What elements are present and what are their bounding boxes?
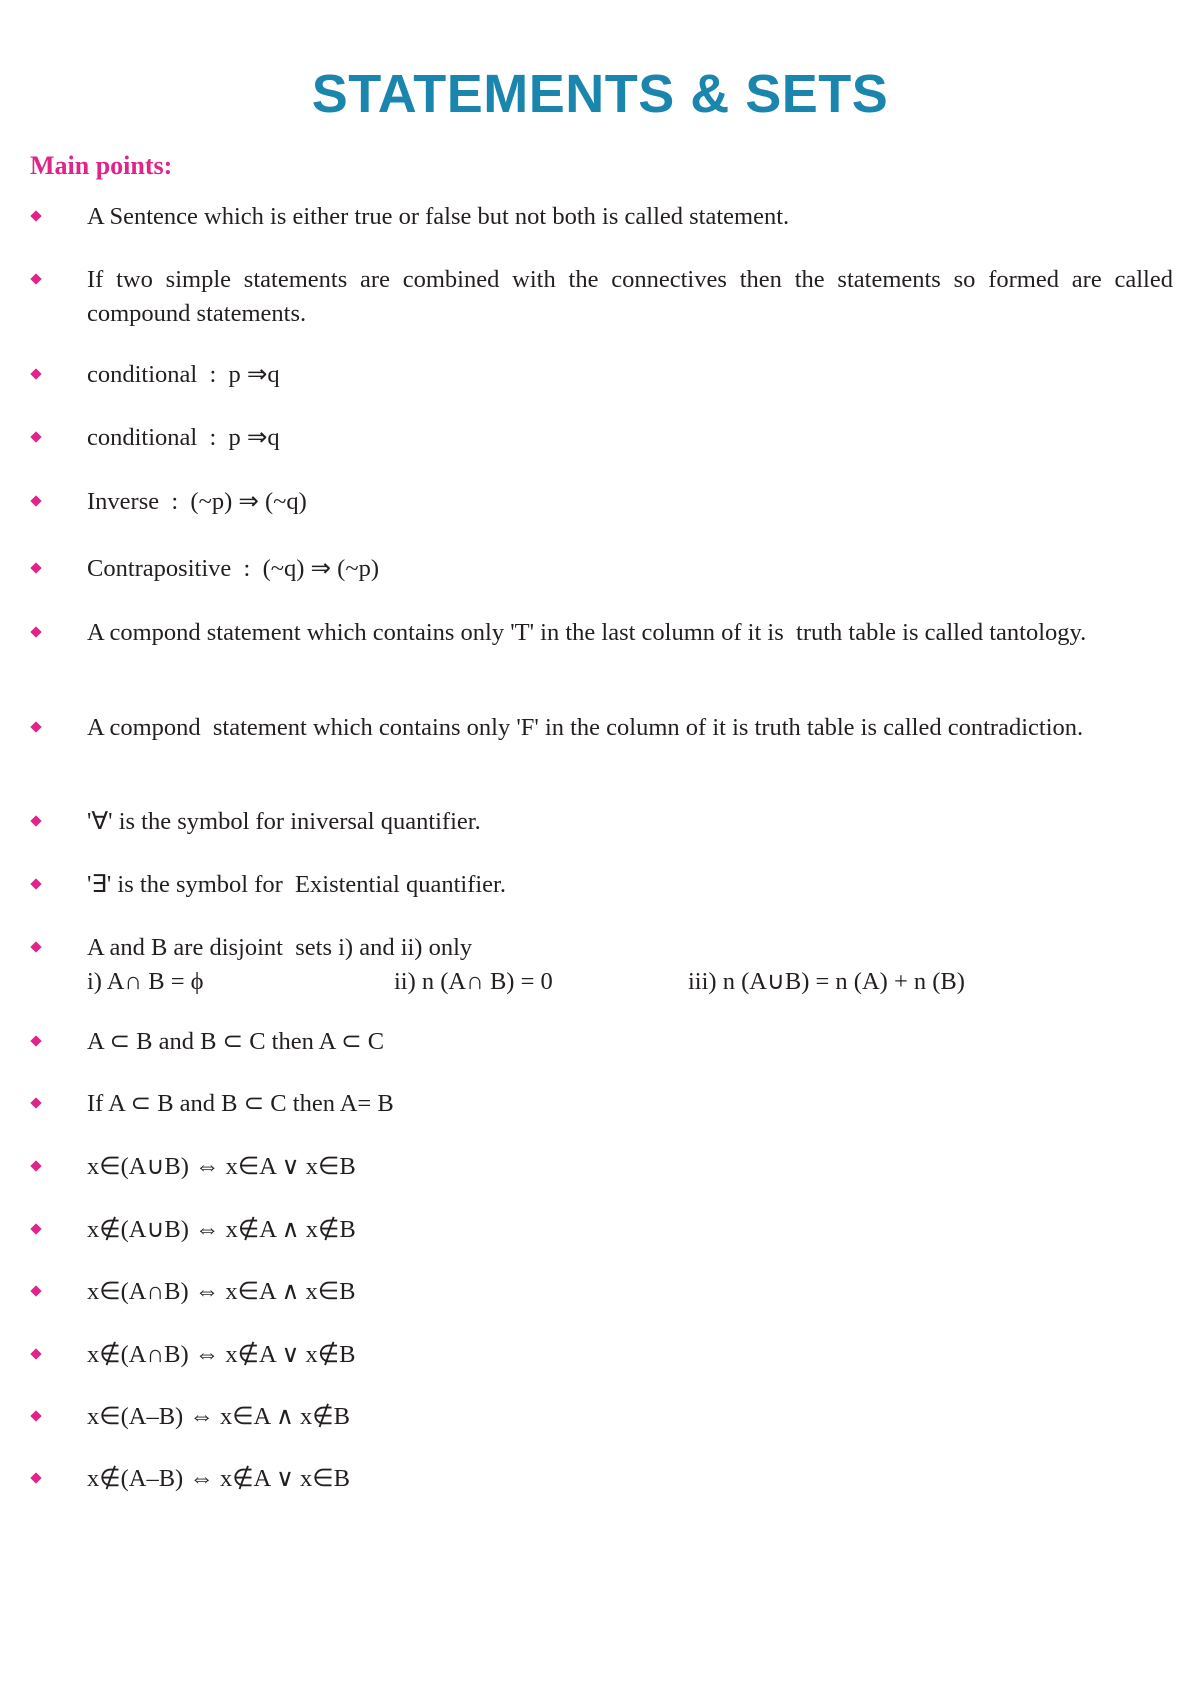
point-text: conditional : p ⇒q bbox=[87, 424, 280, 451]
diamond-bullet-icon bbox=[30, 273, 41, 284]
point-text: A compond statement which contains only 'F' in the column of it is truth table is called contradiction. bbox=[87, 714, 1084, 741]
point-text: If A ⊂ B and B ⊂ C then A= B bbox=[87, 1090, 394, 1117]
point-text: x∉(A∪B) ⇔ x∉A ∧ x∉B bbox=[87, 1216, 356, 1243]
point-text: x∈(A∩B) ⇔ x∈A ∧ x∈B bbox=[87, 1278, 356, 1305]
point-text: x∉(A–B) ⇔ x∉A ∨ x∈B bbox=[87, 1465, 350, 1492]
diamond-bullet-icon bbox=[30, 1472, 41, 1483]
disjoint-conditions-row bbox=[87, 965, 1173, 999]
point-text: conditional : p ⇒q bbox=[87, 361, 280, 388]
disjoint-condition-1: i) A∩ B = ϕ bbox=[87, 968, 204, 995]
point-text: A compond statement which contains only 'T' in the last column of it is truth table is called tantology. bbox=[87, 619, 1087, 646]
diamond-bullet-icon bbox=[30, 941, 41, 952]
diamond-bullet-icon bbox=[30, 1348, 41, 1359]
diamond-bullet-icon bbox=[30, 1097, 41, 1108]
diamond-bullet-icon bbox=[30, 815, 41, 826]
point-text: x∉(A∩B) ⇔ x∉A ∨ x∉B bbox=[87, 1341, 356, 1368]
diamond-bullet-icon bbox=[30, 721, 41, 732]
point-text: If two simple statements are combined with the connectives then the statements so formed are called compound statements. bbox=[87, 266, 1180, 327]
point-text: A ⊂ B and B ⊂ C then A ⊂ C bbox=[87, 1028, 385, 1055]
point-text: Inverse : (~p) ⇒ (~q) bbox=[87, 488, 307, 515]
diamond-bullet-icon bbox=[30, 626, 41, 637]
main-points-heading: Main points: bbox=[30, 151, 173, 180]
disjoint-condition-3: iii) n (A∪B) = n (A) + n (B) bbox=[688, 968, 965, 995]
disjoint-condition-2: ii) n (A∩ B) = 0 bbox=[394, 968, 553, 995]
point-text: '∃' is the symbol for Existential quantifier. bbox=[87, 871, 506, 898]
point-text: x∈(A∪B) ⇔ x∈A ∨ x∈B bbox=[87, 1153, 356, 1180]
diamond-bullet-icon bbox=[30, 1285, 41, 1296]
page-title: STATEMENTS & SETS bbox=[311, 64, 889, 124]
diamond-bullet-icon bbox=[30, 431, 41, 442]
diamond-bullet-icon bbox=[30, 210, 41, 221]
point-text: A Sentence which is either true or false but not both is called statement. bbox=[87, 203, 790, 230]
diamond-bullet-icon bbox=[30, 878, 41, 889]
diamond-bullet-icon bbox=[30, 1160, 41, 1171]
point-text: A and B are disjoint sets i) and ii) only bbox=[87, 934, 473, 961]
diamond-bullet-icon bbox=[30, 495, 41, 506]
point-text: x∈(A–B) ⇔ x∈A ∧ x∉B bbox=[87, 1403, 350, 1430]
diamond-bullet-icon bbox=[30, 368, 41, 379]
diamond-bullet-icon bbox=[30, 1035, 41, 1046]
point-text: Contrapositive : (~q) ⇒ (~p) bbox=[87, 555, 379, 582]
diamond-bullet-icon bbox=[30, 562, 41, 573]
point-text: '∀' is the symbol for iniversal quantifier. bbox=[87, 808, 481, 835]
diamond-bullet-icon bbox=[30, 1410, 41, 1421]
diamond-bullet-icon bbox=[30, 1223, 41, 1234]
